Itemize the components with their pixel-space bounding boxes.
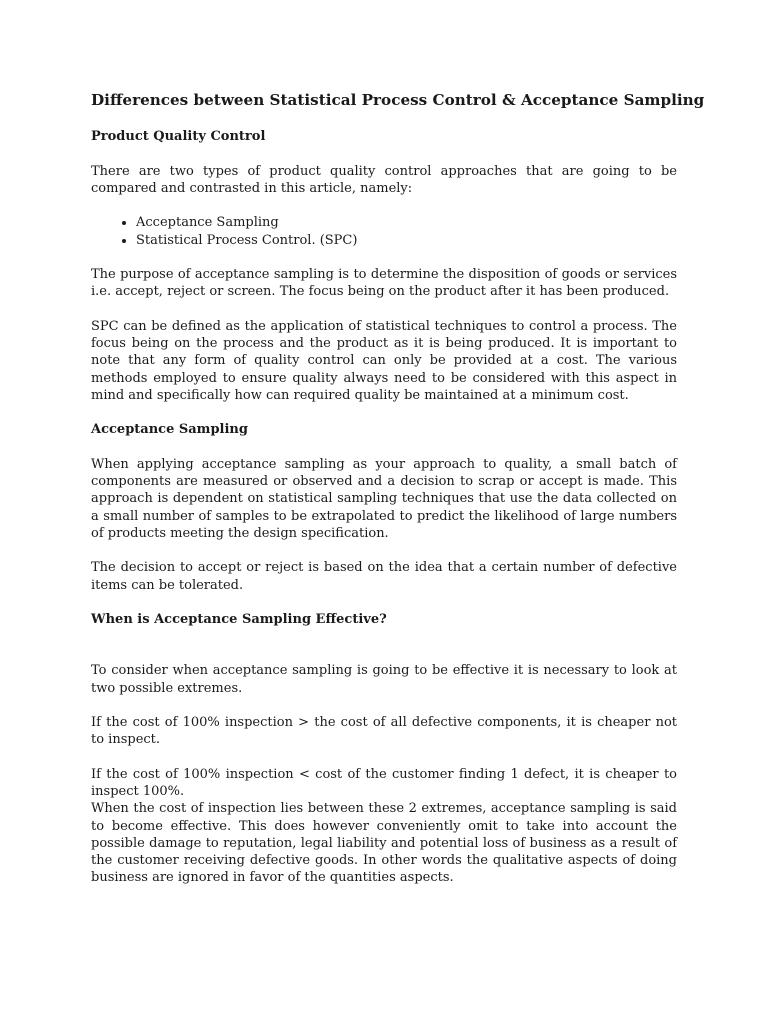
between-paragraph: When the cost of inspection lies between these 2 extremes, acceptance sampling is said to become effective. This does however conveniently omit to take into account the possible damage to reputation, legal liability and potential loss of business as a result of the customer receiving defective goods. In other words the qualitative aspects of doing business are ignored in favor of the quantities aspects. <box>91 801 677 886</box>
approach-list <box>91 214 677 248</box>
cost-less-paragraph: If the cost of 100% inspection < cost of the customer finding 1 defect, it is cheaper to inspect 100%. <box>91 766 677 800</box>
consider-paragraph: To consider when acceptance sampling is going to be effective it is necessary to look at two possible extremes. <box>91 663 677 696</box>
list-item: • Statistical Process Control. (SPC) <box>136 232 677 249</box>
spc-paragraph: SPC can be defined as the application of statistical techniques to control a process. The focus being on the process and the product as it is being produced. It is important to note that any form of quality control can only be provided at a cost. The various methods employed to ensure quality always need to be considered with this aspect in mind and specifically how can required quality be maintained at a minimum cost. <box>91 318 677 403</box>
list-item: • Acceptance Sampling <box>136 214 677 231</box>
intro-paragraph: There are two types of product quality control approaches that are going to be compared and contrasted in this article, namely: <box>91 163 677 196</box>
decision-paragraph: The decision to accept or reject is based on the idea that a certain number of defective items can be tolerated. <box>91 560 677 593</box>
section-heading-acceptance-sampling: Acceptance Sampling <box>91 422 248 438</box>
applying-paragraph: When applying acceptance sampling as your approach to quality, a small batch of components are measured or observed and a decision to scrap or accept is made. This approach is dependent on statistical sampling techniques that use the data collected on a small number of samples to be extrapolated to predict the likelihood of large numbers of products meeting the design specification. <box>91 456 677 541</box>
purpose-paragraph: The purpose of acceptance sampling is to determine the disposition of goods or services i.e. accept, reject or screen. The focus being on the product after it has been produced. <box>91 267 677 300</box>
section-heading-when-effective: When is Acceptance Sampling Effective? <box>91 612 387 628</box>
document-body <box>91 90 705 886</box>
section-heading-product-quality-control: Product Quality Control <box>91 129 266 144</box>
cost-greater-paragraph: If the cost of 100% inspection > the cost of all defective components, it is cheaper not to inspect. <box>91 715 677 748</box>
document-title: Differences between Statistical Process Control & Acceptance Sampling <box>91 91 705 109</box>
